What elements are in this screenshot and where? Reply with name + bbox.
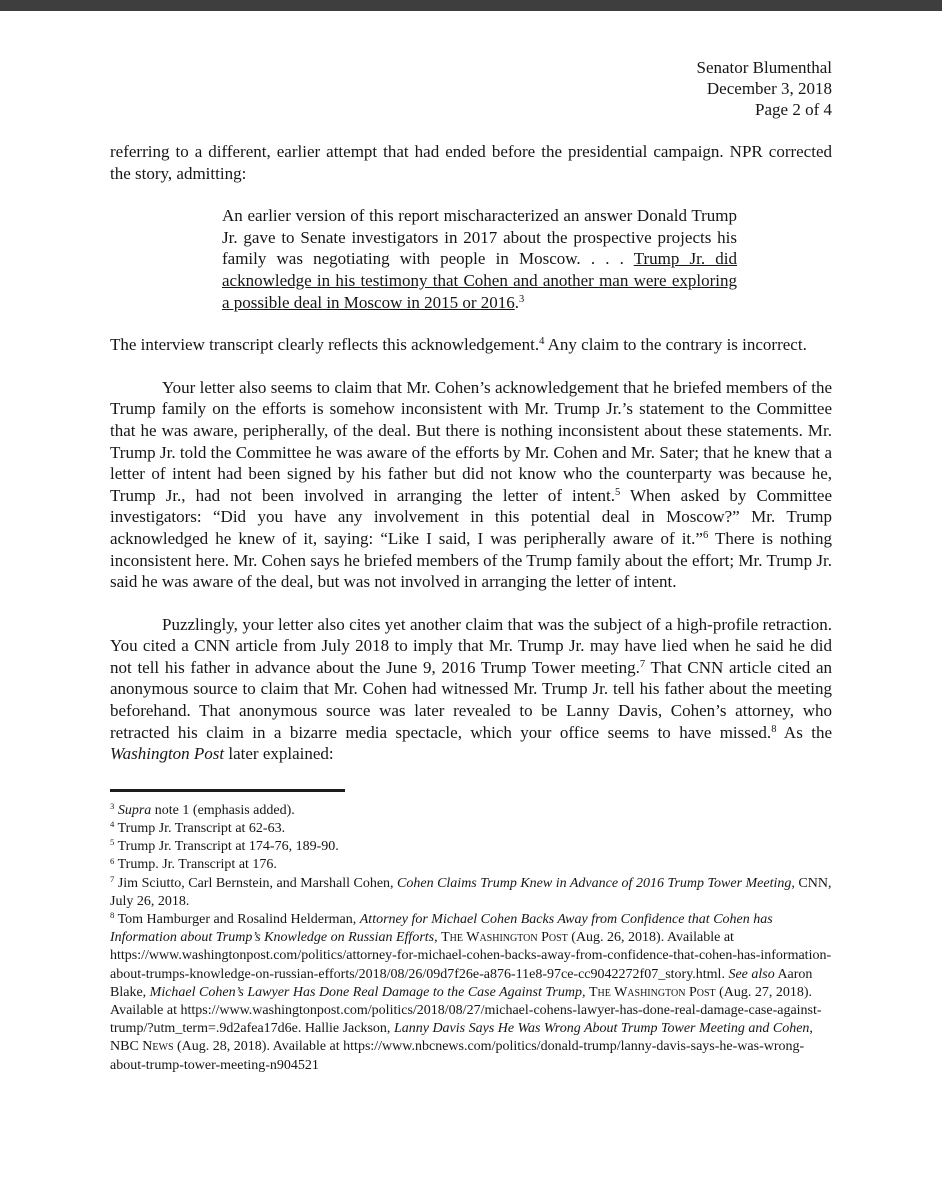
paragraph-puzzlingly: Puzzlingly, your letter also cites yet another claim that was the subject of a high-profile retraction. You cited a CNN article from July 2018 to imply that Mr. Trump Jr. may have lied when he said he did not tell his father in advance about the June 9, 2016 Trump Tower meeting.$^7$ That CNN article cited an anonymous source to claim that Mr. Cohen had witnessed Mr. Trump Jr. tell his father about the meeting beforehand. That anonymous source was later revealed to be Lanny Davis, Cohen’s attorney, who retracted his claim in a bizarre media spectacle, which your office seems to have missed.$^8$ As the Washington Post later explained: <box>110 614 833 764</box>
scan-edge-bar <box>0 0 942 11</box>
footnote-7: $^7$ Jim Sciutto, Carl Bernstein, and Marshall Cohen, Cohen Claims Trump Knew in Advance of 2016 Trump Tower Meeting, CNN, July 26, 2018. <box>110 873 832 909</box>
footnote-8: $^8$ Tom Hamburger and Rosalind Helderman, Attorney for Michael Cohen Backs Away from Confidence that Cohen has Information about Trump’s Knowledge on Russian Efforts, The Washington Post (Aug. 26, 2018). Available at https://www.washingtonpost.com/politics/attorney-for-michael-cohen-backs-away-from-confidence-that-cohen-has-information-about-trumps-knowledge-on-russian-efforts/2018/08/26/09d7f26e-a876-11e8-97ce-cc9042272f07_story.html. See also Aaron Blake, Michael Cohen’s Lawyer Has Done Real Damage to the Case Against Trump, The Washington Post (Aug. 27, 2018). Available at https://www.washingtonpost.com/politics/2018/08/27/michael-cohens-lawyer-has-done-real-damage-case-against-trump/?utm_term=.9d2afea17d6e. Hallie Jackson, Lanny Davis Says He Was Wrong About Trump Tower Meeting and Cohen, NBC News (Aug. 28, 2018). Available at https://www.nbcnews.com/politics/donald-trump/lanny-davis-says-he-was-wrong-about-trump-tower-meeting-n904521 <box>110 910 832 1073</box>
paragraph-your-letter: Your letter also seems to claim that Mr. Cohen’s acknowledgement that he briefed members of the Trump family on the efforts is somehow inconsistent with Mr. Trump Jr.’s statement to the Committee that he was aware, peripherally, of the deal. But there is nothing inconsistent about these statements. Mr. Trump Jr. told the Committee he was aware of the efforts by Mr. Cohen and Mr. Sater; that he knew that a letter of intent had been signed by his father but did not know who the counterparty was because he, Trump Jr., had not been involved in arranging the letter of intent.$^5$ When asked by Committee investigators: “Did you have any involvement in this potential deal in Moscow?” Mr. Trump acknowledged he knew of it, saying: “Like I said, I was peripherally aware of it.”$^6$ There is nothing inconsistent here. Mr. Cohen says he briefed members of the Trump family about the effort; Mr. Trump Jr. said he was aware of the deal, but was not involved in arranging the letter of intent. <box>110 377 832 592</box>
header-page-number: Page 2 of 4 <box>755 100 832 119</box>
page-header <box>110 57 832 120</box>
header-date: December 3, 2018 <box>706 79 832 98</box>
footnote-separator <box>110 789 345 792</box>
blockquote-npr-correction: An earlier version of this report mischaracterized an answer Donald Trump Jr. gave to Senate investigators in 2017 about the prospective projects his family was negotiating with people in Moscow. . . . Trump Jr. did acknowledge in his testimony that Cohen and another man were exploring a possible deal in Moscow in 2015 or 2016.$^3$ <box>222 206 738 312</box>
footnote-3: $^3$ Supra note 1 (emphasis added). <box>110 801 295 818</box>
footnotes-section <box>110 802 832 1075</box>
footnote-6: $^6$ Trump. Jr. Transcript at 176. <box>110 855 277 873</box>
footnote-5: $^5$ Trump Jr. Transcript at 174-76, 189-90. <box>110 837 339 855</box>
header-sender: Senator Blumenthal <box>696 58 832 77</box>
paragraph-continued: referring to a different, earlier attempt that had ended before the presidential campaign. NPR corrected the story, admitting: <box>110 142 832 183</box>
footnote-4: $^4$ Trump Jr. Transcript at 62-63. <box>110 819 286 837</box>
paragraph-transcript: The interview transcript clearly reflects this acknowledgement.$^4$ Any claim to the contrary is incorrect. <box>110 335 807 355</box>
